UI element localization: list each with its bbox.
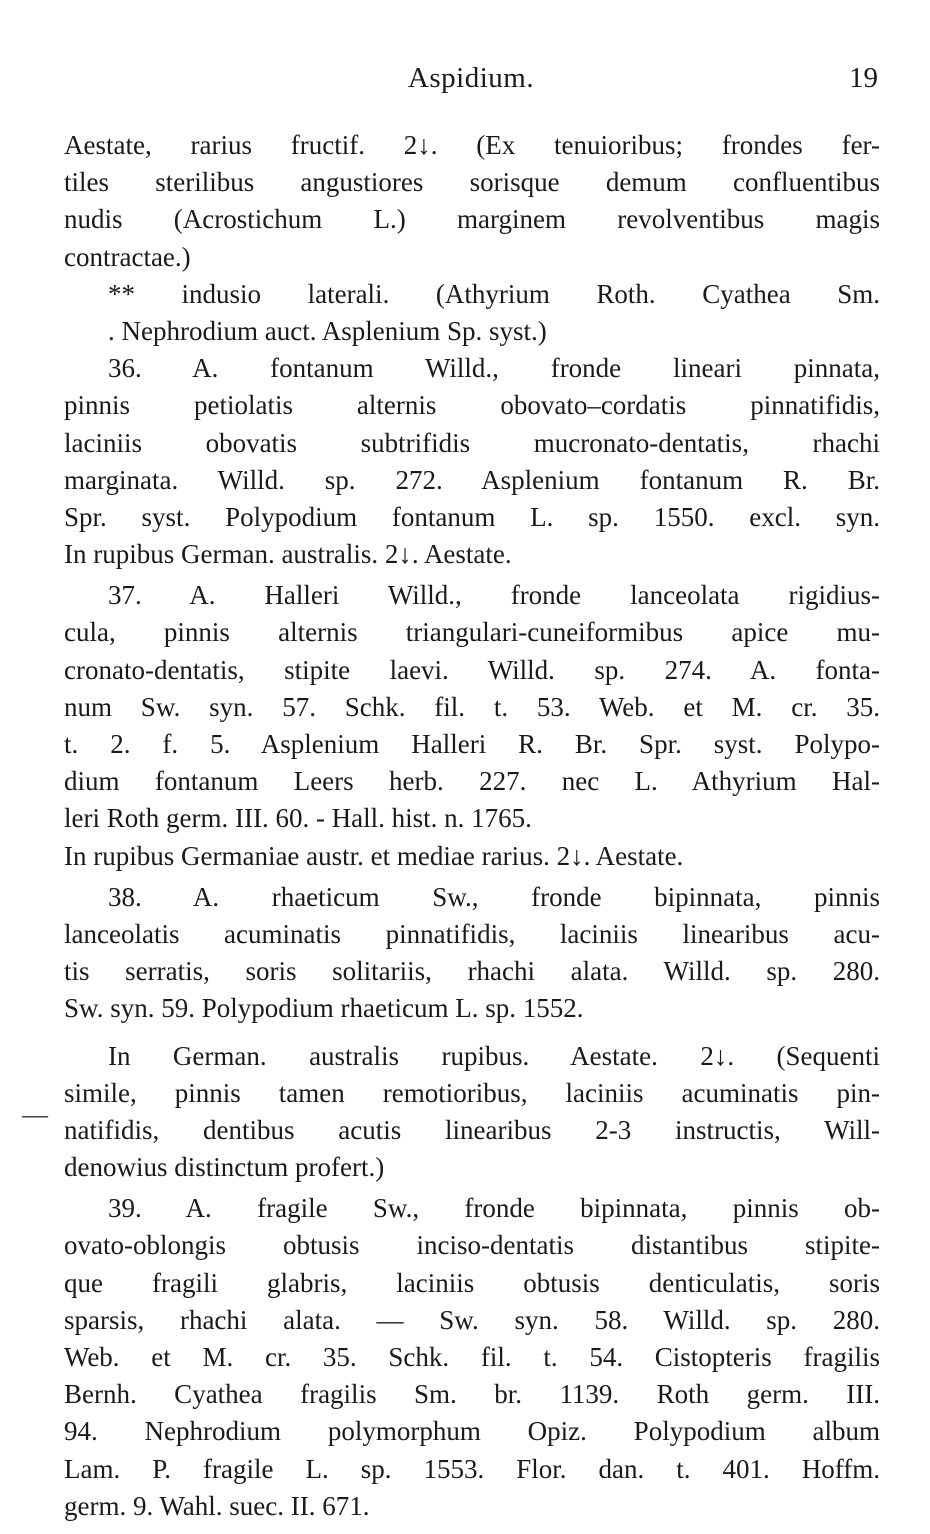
text-line: num Sw. syn. 57. Schk. fil. t. 53. Web. et M. cr. 35. [64,691,880,722]
text-body [64,127,880,1525]
page-number: 19 [849,62,878,94]
text-line: denowius distinctum profert.) [64,1152,385,1183]
text-line: sparsis, rhachi alata. — Sw. syn. 58. Willd. sp. 280. [64,1304,880,1335]
text-line: nudis (Acrostichum L.) marginem revolventibus magis [64,204,880,235]
text-line: germ. 9. Wahl. suec. II. 671. [64,1490,370,1521]
text-line: In rupibus Germaniae austr. et mediae rarius. 2↓. Aestate. [64,840,684,871]
text-line: 94. Nephrodium polymorphum Opiz. Polypodium album [64,1416,880,1447]
text-line: 37. A. Halleri Willd., fronde lanceolata rigidius- [108,580,880,611]
text-line: Aestate, rarius fructif. 2↓. (Ex tenuioribus; frondes fer- [64,130,880,160]
text-line: cula, pinnis alternis triangulari-cuneiformibus apice mu- [64,617,880,648]
text-line: In German. australis rupibus. Aestate. 2↓. (Sequenti [108,1040,880,1071]
text-line: natifidis, dentibus acutis linearibus 2-3 instructis, Will- [64,1114,880,1145]
text-line: 36. A. fontanum Willd., fronde lineari pinnata, [108,353,880,384]
text-line: ovato-oblongis obtusis inciso-dentatis distantibus stipite- [64,1230,880,1261]
text-line: contractae.) [64,241,191,272]
text-line: tis serratis, soris solitariis, rhachi alata. Willd. sp. 280. [64,956,880,987]
running-title: Aspidium. [407,62,535,94]
text-line: Lam. P. fragile L. sp. 1553. Flor. dan. t. 401. Hoffm. [64,1453,880,1484]
text-line: leri Roth germ. III. 60. - Hall. hist. n. 1765. [64,803,532,834]
text-line: cronato-dentatis, stipite laevi. Willd. sp. 274. A. fonta- [64,654,880,685]
text-line: 39. A. fragile Sw., fronde bipinnata, pinnis ob- [108,1193,880,1224]
text-line: laciniis obovatis subtrifidis mucronato-dentatis, rhachi [64,427,880,458]
text-line: lanceolatis acuminatis pinnatifidis, laciniis linearibus acu- [64,918,880,949]
text-line: simile, pinnis tamen remotioribus, laciniis acuminatis pin- [64,1077,880,1108]
text-line: dium fontanum Leers herb. 227. nec L. Athyrium Hal- [64,766,880,797]
text-line: In rupibus German. australis. 2↓. Aestate. [64,539,512,570]
margin-dash-mark: — [22,1100,48,1129]
text-line: marginata. Willd. sp. 272. Asplenium fontanum R. Br. [64,464,880,495]
text-line: t. 2. f. 5. Asplenium Halleri R. Br. Spr. syst. Polypo- [64,729,880,759]
text-line: 38. A. rhaeticum Sw., fronde bipinnata, pinnis [108,881,880,912]
text-line: que fragili glabris, laciniis obtusis denticulatis, soris [64,1267,880,1298]
running-header [62,58,880,108]
text-line: tiles sterilibus angustiores sorisque demum confluentibus [64,167,880,198]
text-line: Sw. syn. 59. Polypodium rhaeticum L. sp. 1552. [64,993,584,1024]
text-line: . Nephrodium auct. Asplenium Sp. syst.) [108,315,547,346]
text-line: Web. et M. cr. 35. Schk. fil. t. 54. Cistopteris fragilis [64,1342,880,1372]
text-line: Spr. syst. Polypodium fontanum L. sp. 1550. excl. syn. [64,501,880,532]
text-line: ** indusio laterali. (Athyrium Roth. Cyathea Sm. [108,278,880,309]
text-line: Bernh. Cyathea fragilis Sm. br. 1139. Roth germ. III. [64,1379,880,1410]
text-line: pinnis petiolatis alternis obovato–cordatis pinnatifidis, [64,390,880,421]
